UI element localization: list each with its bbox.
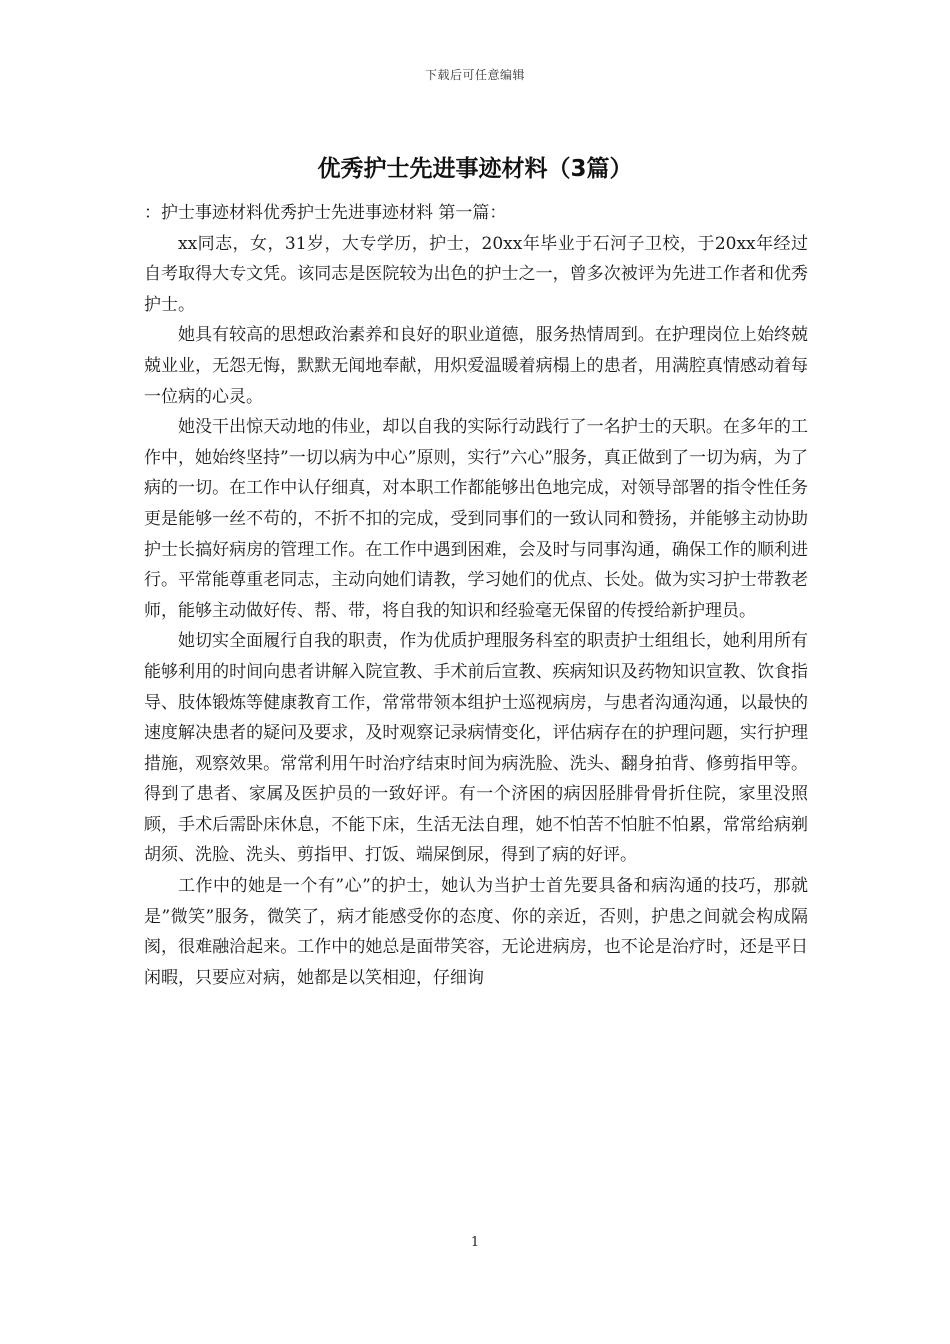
page-number: 1 (470, 1235, 480, 1250)
paragraph: 她切实全面履行自我的职责，作为优质护理服务科室的职责护士组组长，她利用所有能够利用的时间向患者讲解入院宣教、手术前后宣教、疾病知识及药物知识宣教、饮食指导、肢体锻炼等健康教育工作，常常带领本组护士巡视病房，与患者沟通沟通，以最快的速度解决患者的疑问及要求，及时观察记录病情变化，评估病存在的护理问题，实行护理措施，观察效果。常常利用午时治疗结束时间为病洗脸、洗头、翻身拍背、修剪指甲等。得到了患者、家属及医护员的一致好评。有一个济困的病因胫腓骨骨折住院，家里没照顾，手术后需卧床休息，不能下床，生活无法自理，她不怕苦不怕脏不怕累，常常给病剃胡须、洗脸、洗头、剪指甲、打饭、端屎倒尿，得到了病的好评。 (144, 631, 808, 866)
paragraph: xx同志，女，31岁，大专学历，护士，20xx年毕业于石河子卫校，于20xx年经过自考取得大专文凭。该同志是医院较为出色的护士之一，曾多次被评为先进工作者和优秀护士。 (144, 233, 808, 315)
paragraph: 工作中的她是一个有”心”的护士，她认为当护士首先要具备和病沟通的技巧，那就是”微笑”服务，微笑了，病才能感受你的态度、你的亲近，否则，护患之间就会构成隔阂，很难融洽起来。工作中的她总是面带笑容，无论进病房，也不论是治疗时，还是平日闲暇，只要应对病，她都是以笑相迎，仔细询 (144, 876, 808, 988)
paragraph: 她没干出惊天动地的伟业，却以自我的实际行动践行了一名护士的天职。在多年的工作中，她始终坚持”一切以病为中心”原则，实行”六心”服务，真正做到了一切为病，为了病的一切。在工作中认仔细真，对本职工作都能够出色地完成，对领导部署的指令性任务更是能够一丝不苟的，不折不扣的完成，受到同事们的一致认同和赞扬，并能够主动协助护士长搞好病房的管理工作。在工作中遇到困难，会及时与同事沟通，确保工作的顺利进行。平常能尊重老同志，主动向她们请教，学习她们的优点、长处。做为实习护士带教老师，能够主动做好传、帮、带，将自我的知识和经验毫无保留的传授给新护理员。 (144, 417, 808, 621)
document-body (144, 198, 808, 993)
document-title: 优秀护士先进事迹材料（3篇） (317, 156, 633, 182)
intro-line: ：护士事迹材料优秀护士先进事迹材料 第一篇： (144, 203, 507, 223)
header-note: 下载后可任意编辑 (424, 68, 525, 82)
paragraph: 她具有较高的思想政治素养和良好的职业道德，服务热情周到。在护理岗位上始终兢兢业业，无怨无悔，默默无闻地奉献，用炽爱温暖着病榻上的患者，用满腔真情感动着每一位病的心灵。 (144, 325, 808, 407)
